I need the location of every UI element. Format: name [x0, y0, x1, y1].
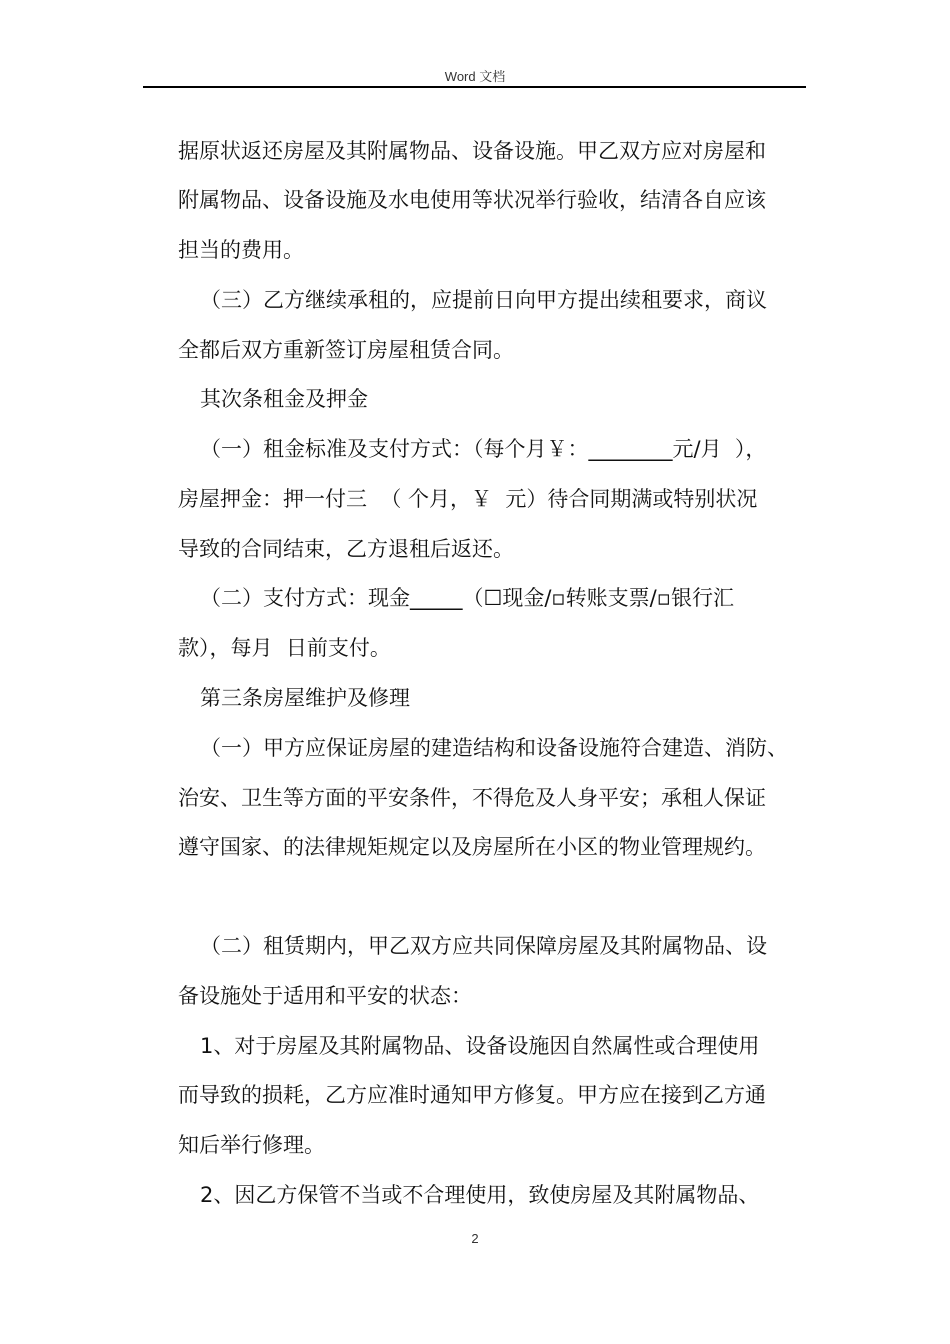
section-heading: 其次条租金及押金: [200, 387, 368, 411]
paragraph-line: 全都后双方重新签订房屋租赁合同。: [178, 338, 514, 362]
paragraph-line: 知后举行修理。: [178, 1133, 325, 1157]
paragraph-line: 附属物品、设备设施及水电使用等状况举行验收，结清各自应该: [178, 188, 766, 212]
section-heading: 第三条房屋维护及修理: [200, 686, 410, 710]
paragraph-line: 1、对于房屋及其附属物品、设备设施因自然属性或合理使用: [200, 1034, 760, 1058]
paragraph-line: 遵守国家、的法律规矩规定以及房屋所在小区的物业管理规约。: [178, 835, 766, 859]
header-divider: [143, 86, 806, 88]
paragraph-line: 房屋押金：押一付三 （ 个月，￥ 元）待合同期满或特别状况: [178, 487, 758, 511]
paragraph-line: （一）租金标准及支付方式：（每个月￥：________元/月 ），: [200, 437, 767, 461]
paragraph-line: 而导致的损耗，乙方应准时通知甲方修复。甲方应在接到乙方通: [178, 1083, 766, 1107]
paragraph-line: （三）乙方继续承租的，应提前日向甲方提出续租要求，商议: [200, 288, 767, 312]
page-number: 2: [471, 1231, 479, 1246]
paragraph-line: 据原状返还房屋及其附属物品、设备设施。甲乙双方应对房屋和: [178, 139, 766, 163]
paragraph-line: 治安、卫生等方面的平安条件，不得危及人身平安；承租人保证: [178, 786, 766, 810]
paragraph-line: 备设施处于适用和平安的状态：: [178, 984, 472, 1008]
paragraph-line: 导致的合同结束，乙方退租后返还。: [178, 537, 514, 561]
paragraph-line: （一）甲方应保证房屋的建造结构和设备设施符合建造、消防、: [200, 736, 788, 760]
paragraph-line: （二）租赁期内，甲乙双方应共同保障房屋及其附属物品、设: [200, 934, 767, 958]
page-header: Word 文档: [444, 69, 506, 84]
paragraph-line: 款），每月 日前支付。: [178, 636, 391, 660]
paragraph-line: （二）支付方式：现金_____（☐现金/▫转账支票/▫银行汇: [200, 586, 734, 610]
paragraph-line: 担当的费用。: [178, 238, 304, 262]
paragraph-line: 2、因乙方保管不当或不合理使用，致使房屋及其附属物品、: [200, 1183, 760, 1207]
